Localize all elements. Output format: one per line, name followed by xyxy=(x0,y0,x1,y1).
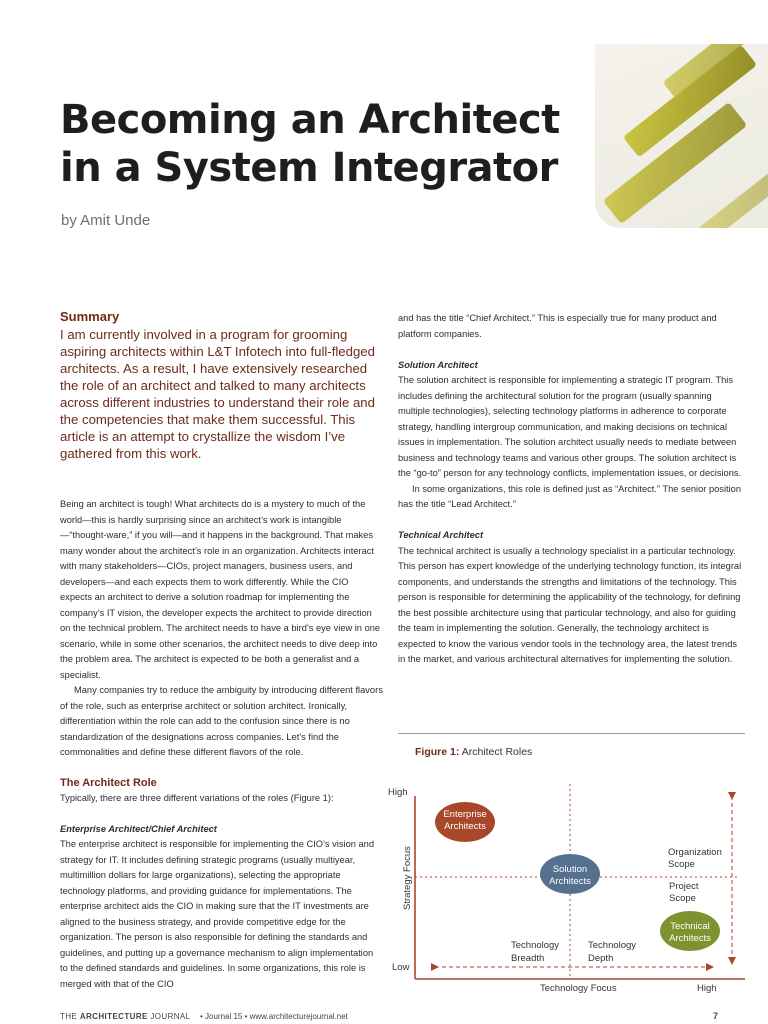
y-axis-label: Strategy Focus xyxy=(402,846,413,910)
solution-label-2: Architects xyxy=(549,876,591,887)
figure-caption-text: Architect Roles xyxy=(461,746,533,758)
y-low-label: Low xyxy=(392,962,410,973)
footer-brand xyxy=(60,1012,191,1021)
breadth-label-2: Breadth xyxy=(511,953,545,964)
proj-scope-label-1: Project xyxy=(669,881,699,892)
body-paragraph: Many companies try to reduce the ambiguity by introducing different flavors of the role, such as enterprise architect or solution architect. Ironically, differentiation within the role can add to the confusion since there is no standardization of the designations across companies. Let’s find the commonalities and define these different flavors of the role. xyxy=(60,685,383,757)
figure-divider xyxy=(398,733,745,734)
title-line-1: Becoming an Architect xyxy=(60,97,560,143)
body-paragraph: The solution architect is responsible for implementing a strategic IT program. This includes defining the architectural solution for the program (usually spanning multiple technologies), selecting technology platforms in adherence to corporate strategy, handling intergroup communication, and making decisions on technical issues in implementation. The solution architect usually needs to mediate between business and technology teams and various other groups. The solution architect is the “go-to” person for any technology conflicts, implementation issues, or decisions. xyxy=(398,375,742,478)
right-column xyxy=(398,311,746,668)
body-paragraph: The enterprise architect is responsible for implementing the CIO’s vision and strategy for IT. It includes defining strategic programs (usually multiyear, multimillion dollars for large organizations), selecting the appropriate technology platforms, and providing guidance for implementations. The enterprise architect aids the CIO in making sure that the IT investments are aligned to the business strategy, and provide competitive edge for the organization. The person is also responsible for defining the standards and guidelines, and putting up a governance mechanism to align implementation to the defined standards and guidelines. In some organizations, this role is merged with that of the CIO xyxy=(60,839,375,989)
x-high-label: High xyxy=(697,983,717,994)
body-paragraph: In some organizations, this role is defined just as “Architect.” The senior position has the title “Lead Architect.” xyxy=(398,483,741,509)
title-line-2: in a System Integrator xyxy=(60,145,558,191)
architect-roles-figure xyxy=(380,776,760,996)
summary-text: I am currently involved in a program for grooming aspiring architects within L&T Infotech into full-fledged architects. As a result, I have extensively researched the role of an architect and talked to many architects across different industries to understand their role and the competencies that make them successful. This article is an attempt to crystallize the wisdom I’ve gathered from this work. xyxy=(60,327,375,461)
proj-scope-label-2: Scope xyxy=(669,893,696,904)
figure-caption-label: Figure 1: xyxy=(415,746,460,758)
breadth-label-1: Technology xyxy=(511,940,560,951)
byline: by Amit Unde xyxy=(61,212,151,229)
body-paragraph: and has the title “Chief Architect.” This is especially true for many product and platform companies. xyxy=(398,313,717,339)
subheading-technical-architect: Technical Architect xyxy=(398,530,484,540)
technical-label-2: Architects xyxy=(669,933,711,944)
technical-label-1: Technical xyxy=(670,921,710,932)
depth-label-2: Depth xyxy=(588,953,614,964)
footer-brand-post: JOURNAL xyxy=(147,1012,191,1021)
enterprise-label-2: Architects xyxy=(444,821,486,832)
left-column xyxy=(60,497,383,992)
y-high-label: High xyxy=(388,787,408,798)
section-heading-architect-role: The Architect Role xyxy=(60,776,157,789)
body-paragraph: The technical architect is usually a technology specialist in a particular technology. This person has expert knowledge of the underlying technology function, its integral components, and understands the strengths and limitations of the technology. This person is responsible for determining the applicability of the technology, for defining the best possible architecture using that particular technology, and also for guiding the team in implementing the solution. Generally, the technology architect is expected to know the various vendor tools in the technology area, the latest trends in the market, and various architectural alternatives for implementing the solution. xyxy=(398,545,742,664)
subheading-solution-architect: Solution Architect xyxy=(398,359,478,370)
page-number: 7 xyxy=(713,1011,719,1021)
depth-label-1: Technology xyxy=(588,940,637,951)
body-paragraph: Being an architect is tough! What architects do is a mystery to much of the world—this is hardly surprising since an architect’s work is intangible—“thought-ware,” if you will—and it happens in the background. That makes many wonder about the architect’s role in an organization. Architects interact with many stakeholders—CIOs, project managers, business users, and developers—and each expects them to work differently. While the CIO expects an architect to derive a solution roadmap for implementing the company’s IT vision, the developer expects the architect to provide direction on the technical problem. The architect needs to have a bird’s eye view in one scenario, while in some other scenarios, the architect needs to dive deep into the problem area. The architect is expected to be both a generalist and a specialist. xyxy=(60,499,381,680)
header-image xyxy=(595,44,768,228)
footer-meta: • Journal 15 • www.architecturejournal.net xyxy=(200,1012,348,1021)
subheading-enterprise-architect: Enterprise Architect/Chief Architect xyxy=(60,823,217,834)
footer-brand-pre: THE xyxy=(60,1012,80,1021)
solution-label-1: Solution xyxy=(552,864,588,875)
enterprise-label-1: Enterprise xyxy=(443,809,487,820)
figure-caption xyxy=(415,746,532,758)
org-scope-label-1: Organization xyxy=(668,847,722,858)
article-title xyxy=(60,96,580,192)
footer-brand-bold: ARCHITECTURE xyxy=(79,1012,148,1021)
org-scope-label-2: Scope xyxy=(668,859,695,870)
x-axis-label: Technology Focus xyxy=(540,983,617,994)
body-paragraph: Typically, there are three different variations of the roles (Figure 1): xyxy=(60,792,334,803)
summary-heading: Summary xyxy=(60,309,120,324)
